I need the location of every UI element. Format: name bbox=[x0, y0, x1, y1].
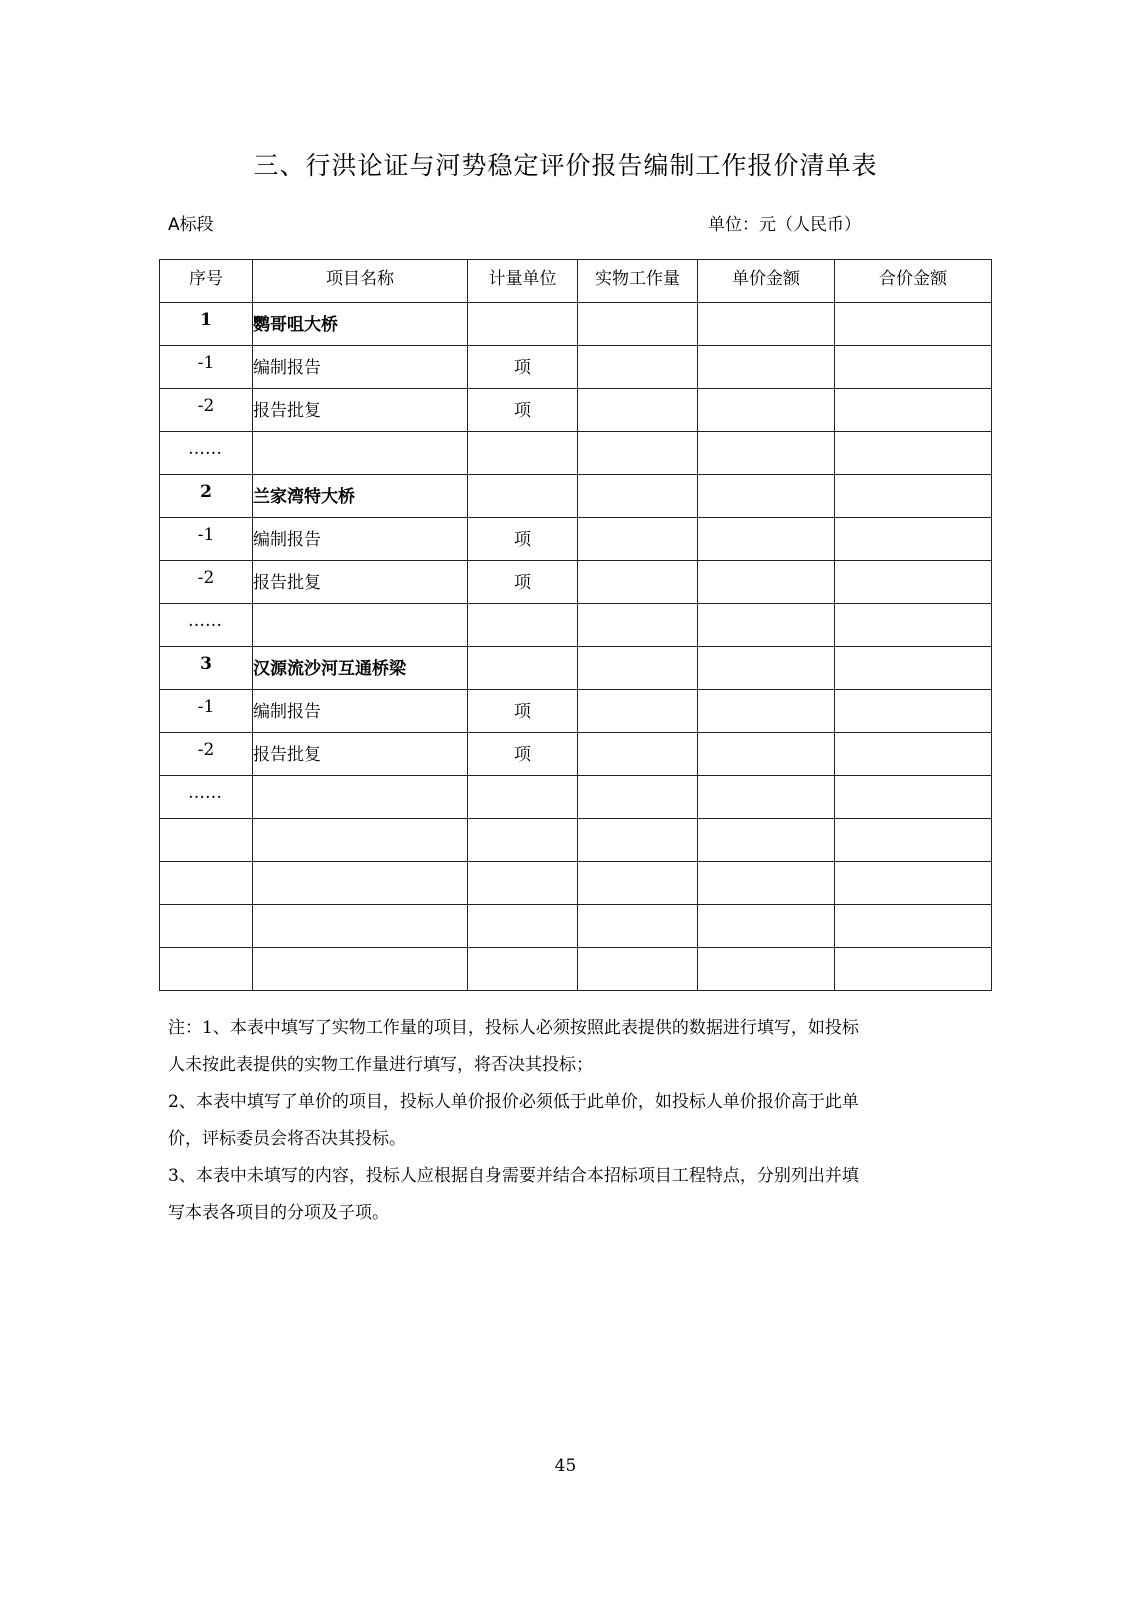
note-line: 价，评标委员会将否决其投标。 bbox=[168, 1129, 406, 1149]
note-line: 人未按此表提供的实物工作量进行填写，将否决其投标； bbox=[168, 1055, 593, 1075]
table-row bbox=[160, 518, 992, 561]
cell-quantity bbox=[578, 647, 698, 690]
cell-quantity bbox=[578, 518, 698, 561]
cell-quantity bbox=[578, 432, 698, 475]
table-group-row bbox=[160, 475, 992, 518]
cell-seq-no bbox=[160, 905, 253, 948]
cell-seq-no: -1 bbox=[160, 518, 253, 561]
cell-unit-price bbox=[698, 819, 835, 862]
cell-unit-price bbox=[698, 948, 835, 991]
cell-quantity bbox=[578, 389, 698, 432]
cell-quantity bbox=[578, 604, 698, 647]
cell-unit-price bbox=[698, 733, 835, 776]
cell-measure-unit bbox=[468, 862, 578, 905]
cell-quantity bbox=[578, 561, 698, 604]
table-row bbox=[160, 862, 992, 905]
cell-total-price bbox=[835, 432, 992, 475]
cell-measure-unit bbox=[468, 948, 578, 991]
cell-seq-no: …… bbox=[160, 432, 253, 475]
cell-item-name: 报告批复 bbox=[253, 561, 468, 604]
note-line: 3、本表中未填写的内容，投标人应根据自身需要并结合本招标项目工程特点，分别列出并填 bbox=[168, 1166, 859, 1186]
cell-unit-price bbox=[698, 303, 835, 346]
cell-total-price bbox=[835, 346, 992, 389]
cell-item-name bbox=[253, 604, 468, 647]
cell-item-name bbox=[253, 862, 468, 905]
note-line: 2、本表中填写了单价的项目，投标人单价报价必须低于此单价，如投标人单价报价高于此单 bbox=[168, 1092, 859, 1112]
cell-seq-no: 3 bbox=[160, 647, 253, 690]
cell-total-price bbox=[835, 389, 992, 432]
cell-seq-no: 1 bbox=[160, 303, 253, 346]
table-row bbox=[160, 948, 992, 991]
cell-total-price bbox=[835, 819, 992, 862]
notes-section bbox=[168, 1010, 968, 1232]
cell-unit-price bbox=[698, 604, 835, 647]
table-row bbox=[160, 733, 992, 776]
note-line: 写本表各项目的分项及子项。 bbox=[168, 1203, 389, 1223]
cell-seq-no: …… bbox=[160, 604, 253, 647]
cell-seq-no: -2 bbox=[160, 561, 253, 604]
table-row bbox=[160, 905, 992, 948]
cell-quantity bbox=[578, 733, 698, 776]
cell-item-name: 报告批复 bbox=[253, 389, 468, 432]
cell-seq-no bbox=[160, 862, 253, 905]
cell-unit-price bbox=[698, 475, 835, 518]
cell-total-price bbox=[835, 647, 992, 690]
cell-quantity bbox=[578, 690, 698, 733]
cell-total-price bbox=[835, 776, 992, 819]
cell-seq-no bbox=[160, 948, 253, 991]
cell-measure-unit: 项 bbox=[468, 733, 578, 776]
cell-seq-no: -2 bbox=[160, 389, 253, 432]
cell-total-price bbox=[835, 948, 992, 991]
cell-quantity bbox=[578, 346, 698, 389]
cell-item-name: 编制报告 bbox=[253, 518, 468, 561]
cell-unit-price bbox=[698, 647, 835, 690]
header-item-name: 项目名称 bbox=[253, 260, 468, 303]
currency-unit-label: 单位：元（人民币） bbox=[708, 215, 861, 235]
note-line: 注：1、本表中填写了实物工作量的项目，投标人必须按照此表提供的数据进行填写，如投标 bbox=[168, 1018, 859, 1038]
cell-total-price bbox=[835, 561, 992, 604]
cell-unit-price bbox=[698, 862, 835, 905]
cell-quantity bbox=[578, 475, 698, 518]
cell-item-name: 兰家湾特大桥 bbox=[253, 475, 468, 518]
cell-unit-price bbox=[698, 518, 835, 561]
cell-measure-unit: 项 bbox=[468, 690, 578, 733]
header-unit-price: 单价金额 bbox=[698, 260, 835, 303]
cell-total-price bbox=[835, 518, 992, 561]
table-body bbox=[160, 303, 992, 991]
cell-seq-no: 2 bbox=[160, 475, 253, 518]
cell-item-name: 编制报告 bbox=[253, 346, 468, 389]
cell-item-name: 鹦哥咀大桥 bbox=[253, 303, 468, 346]
table-row bbox=[160, 346, 992, 389]
cell-quantity bbox=[578, 905, 698, 948]
cell-measure-unit bbox=[468, 776, 578, 819]
cell-measure-unit: 项 bbox=[468, 518, 578, 561]
cell-unit-price bbox=[698, 776, 835, 819]
cell-quantity bbox=[578, 303, 698, 346]
page-title: 三、行洪论证与河势稳定评价报告编制工作报价清单表 bbox=[253, 151, 878, 180]
table-row bbox=[160, 432, 992, 475]
header-total-price: 合价金额 bbox=[835, 260, 992, 303]
cell-item-name bbox=[253, 948, 468, 991]
page-number: 45 bbox=[554, 1456, 577, 1476]
cell-unit-price bbox=[698, 905, 835, 948]
cell-measure-unit: 项 bbox=[468, 389, 578, 432]
cell-total-price bbox=[835, 475, 992, 518]
table-group-row bbox=[160, 303, 992, 346]
table-row bbox=[160, 561, 992, 604]
table-group-row bbox=[160, 647, 992, 690]
cell-total-price bbox=[835, 303, 992, 346]
cell-unit-price bbox=[698, 432, 835, 475]
cell-seq-no: -2 bbox=[160, 733, 253, 776]
cell-quantity bbox=[578, 948, 698, 991]
table-row bbox=[160, 604, 992, 647]
quotation-table bbox=[159, 259, 992, 991]
cell-seq-no: -1 bbox=[160, 346, 253, 389]
cell-total-price bbox=[835, 733, 992, 776]
cell-item-name bbox=[253, 776, 468, 819]
section-label: A标段 bbox=[168, 215, 214, 235]
cell-measure-unit bbox=[468, 905, 578, 948]
cell-item-name: 报告批复 bbox=[253, 733, 468, 776]
cell-item-name bbox=[253, 905, 468, 948]
cell-quantity bbox=[578, 776, 698, 819]
cell-measure-unit bbox=[468, 647, 578, 690]
cell-measure-unit: 项 bbox=[468, 561, 578, 604]
cell-measure-unit bbox=[468, 303, 578, 346]
cell-total-price bbox=[835, 905, 992, 948]
header-measure-unit: 计量单位 bbox=[468, 260, 578, 303]
cell-unit-price bbox=[698, 690, 835, 733]
cell-total-price bbox=[835, 690, 992, 733]
cell-total-price bbox=[835, 604, 992, 647]
cell-item-name: 编制报告 bbox=[253, 690, 468, 733]
table-row bbox=[160, 389, 992, 432]
cell-item-name bbox=[253, 819, 468, 862]
cell-item-name bbox=[253, 432, 468, 475]
cell-seq-no bbox=[160, 819, 253, 862]
cell-item-name: 汉源流沙河互通桥梁 bbox=[253, 647, 468, 690]
cell-quantity bbox=[578, 819, 698, 862]
header-quantity: 实物工作量 bbox=[578, 260, 698, 303]
cell-measure-unit: 项 bbox=[468, 346, 578, 389]
table-header-row bbox=[160, 260, 992, 303]
cell-total-price bbox=[835, 862, 992, 905]
cell-measure-unit bbox=[468, 432, 578, 475]
cell-seq-no: -1 bbox=[160, 690, 253, 733]
cell-unit-price bbox=[698, 389, 835, 432]
table-row bbox=[160, 776, 992, 819]
cell-unit-price bbox=[698, 561, 835, 604]
table-row bbox=[160, 819, 992, 862]
header-seq-no: 序号 bbox=[160, 260, 253, 303]
cell-quantity bbox=[578, 862, 698, 905]
cell-measure-unit bbox=[468, 604, 578, 647]
cell-measure-unit bbox=[468, 819, 578, 862]
cell-seq-no: …… bbox=[160, 776, 253, 819]
table-row bbox=[160, 690, 992, 733]
cell-unit-price bbox=[698, 346, 835, 389]
cell-measure-unit bbox=[468, 475, 578, 518]
